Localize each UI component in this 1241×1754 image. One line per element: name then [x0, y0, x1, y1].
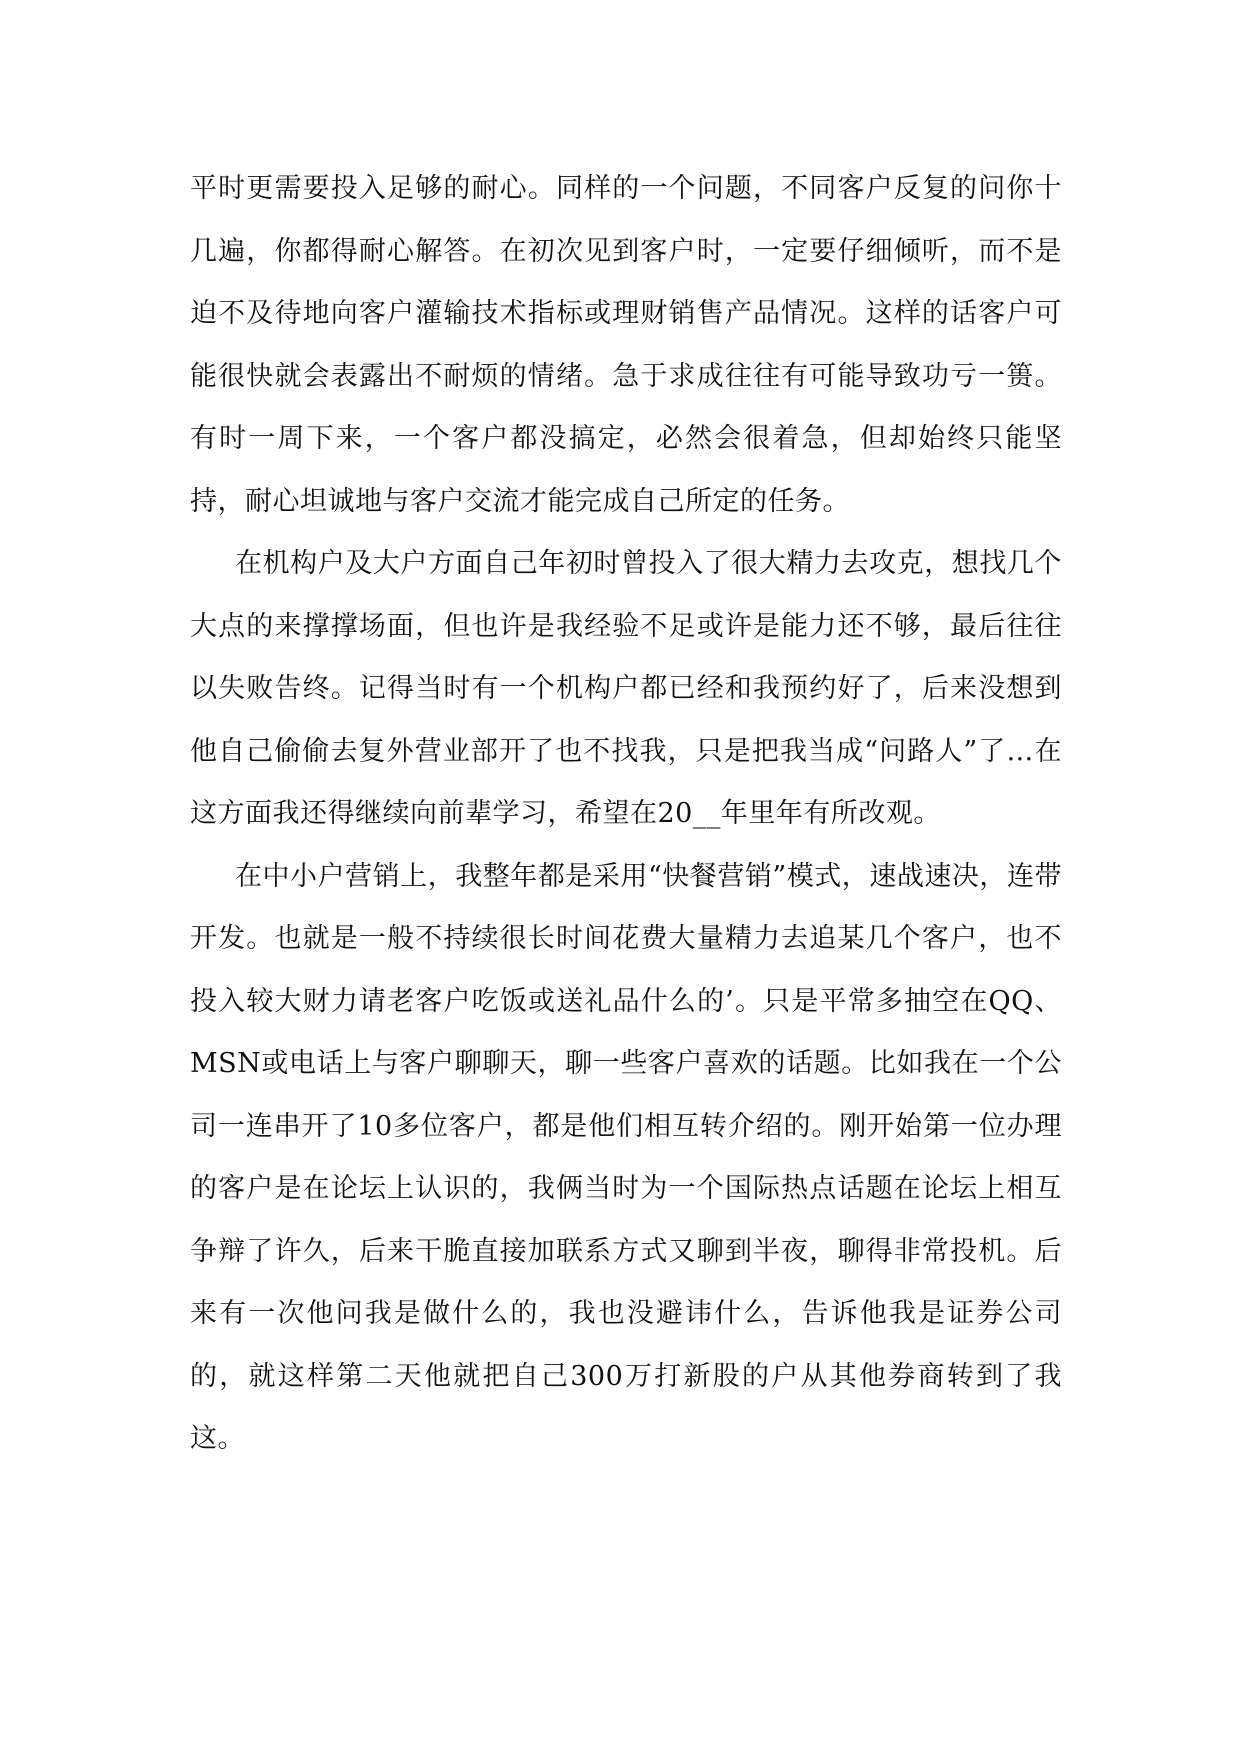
paragraph-2: 在机构户及大户方面自己年初时曾投入了很大精力去攻克，想找几个大点的来撑撑场面，但也许是我经验不足或许是能力还不够，最后往往以失败告终。记得当时有一个机构户都已经和我预约好了，后来没想到他自己偷偷去复外营业部开了也不找我，只是把我当成“问路人”了…在这方面我还得继续向前辈学习，希望在20__年里年有所改观。 [190, 548, 1062, 829]
paragraph-3: 在中小户营销上，我整年都是采用“快餐营销”模式，速战速决，连带开发。也就是一般不持续很长时间花费大量精力去追某几个客户，也不投入较大财力请老客户吃饭或送礼品什么的’。只是平常多抽空在QQ、MSN或电话上与客户聊聊天，聊一些客户喜欢的话题。比如我在一个公司一连串开了10多位客户，都是他们相互转介绍的。刚开始第一位办理的客户是在论坛上认识的，我俩当时为一个国际热点话题在论坛上相互争辩了许久，后来干脆直接加联系方式又聊到半夜，聊得非常投机。后来有一次他问我是做什么的，我也没避讳什么，告诉他我是证券公司的，就这样第二天他就把自己300万打新股的户从其他券商转到了我这。 [190, 860, 1062, 1454]
document-body [190, 158, 1062, 1471]
paragraph-1: 平时更需要投入足够的耐心。同样的一个问题，不同客户反复的问你十几遍，你都得耐心解答。在初次见到客户时，一定要仔细倾听，而不是迫不及待地向客户灌输技术指标或理财销售产品情况。这样的话客户可能很快就会表露出不耐烦的情绪。急于求成往往有可能导致功亏一篑。有时一周下来，一个客户都没搞定，必然会很着急，但却始终只能坚持，耐心坦诚地与客户交流才能完成自己所定的任务。 [190, 173, 1062, 517]
